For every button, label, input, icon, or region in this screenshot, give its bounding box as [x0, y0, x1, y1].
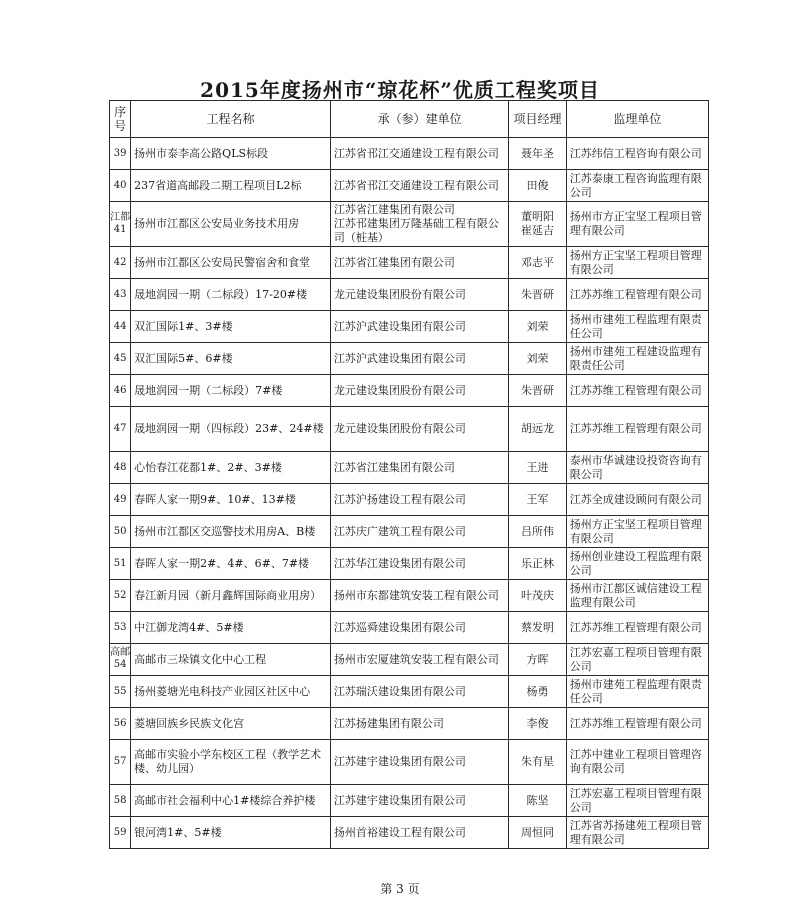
- supervisor-name: 江苏苏维工程管理有限公司: [566, 279, 708, 311]
- row-number: [110, 548, 131, 580]
- header-manager: 项目经理: [509, 101, 566, 138]
- contractor-name: 江苏巡舜建设集团有限公司: [333, 620, 466, 634]
- contractor-name: 江苏邗建集团万隆基础工程有限公司（桩基）: [333, 217, 499, 244]
- contractor-cell: [330, 484, 508, 516]
- manager-name: 邓志平: [521, 255, 555, 269]
- supervisor-name: 泰州市华诚建设投资咨询有限公司: [566, 452, 708, 484]
- manager-cell: [509, 580, 566, 612]
- manager-name: 乐正林: [521, 556, 555, 570]
- supervisor-name: 扬州方正宝坚工程项目管理有限公司: [566, 516, 708, 548]
- row-number-value: 48: [113, 461, 127, 473]
- project-name: 春江新月园（新月鑫辉国际商业用房）: [131, 580, 331, 612]
- row-number: [110, 612, 131, 644]
- contractor-cell: [330, 817, 508, 849]
- supervisor-name: 扬州市建苑工程建设监理有限责任公司: [566, 343, 708, 375]
- header-name: 工程名称: [131, 101, 331, 138]
- manager-cell: [509, 138, 566, 170]
- project-name: 晟地润园一期（二标段）7#楼: [131, 375, 331, 407]
- manager-cell: [509, 375, 566, 407]
- manager-name: 叶茂庆: [521, 588, 555, 602]
- project-name: 扬州市江都区公安局业务技术用房: [131, 202, 331, 247]
- table-header-row: [110, 101, 709, 138]
- manager-name: 蔡发明: [521, 620, 555, 634]
- supervisor-name: 扬州市建苑工程监理有限责任公司: [566, 311, 708, 343]
- contractor-name: 龙元建设集团股份有限公司: [333, 287, 466, 301]
- contractor-cell: [330, 740, 508, 785]
- row-number-value: 59: [113, 826, 127, 838]
- manager-cell: [509, 644, 566, 676]
- page-number: 第 3 页: [380, 882, 420, 896]
- project-name: 扬州菱塘光电科技产业园区社区中心: [131, 676, 331, 708]
- row-number-value: 47: [113, 423, 127, 434]
- row-number-value: 56: [113, 717, 127, 729]
- supervisor-name: 江苏宏嘉工程项目管理有限公司: [566, 785, 708, 817]
- row-number-value: 58: [113, 794, 127, 806]
- table-row: [110, 407, 709, 452]
- header-supervisor: 监理单位: [566, 101, 708, 138]
- row-number: [110, 785, 131, 817]
- row-number: [110, 516, 131, 548]
- contractor-name: 扬州市宏厦建筑安装工程有限公司: [333, 652, 499, 666]
- row-number-value: 45: [113, 352, 127, 364]
- contractor-cell: [330, 785, 508, 817]
- contractor-name: 江苏省江建集团有限公司: [333, 255, 455, 269]
- project-name: 中江御龙湾4#、5#楼: [131, 612, 331, 644]
- region-label: 江都: [110, 211, 131, 223]
- row-number-value: 52: [113, 589, 127, 601]
- row-number: [110, 279, 131, 311]
- project-name: 扬州市江都区交巡警技术用房A、B楼: [131, 516, 331, 548]
- row-number: [110, 817, 131, 849]
- table-row: [110, 785, 709, 817]
- contractor-cell: [330, 580, 508, 612]
- header-no: 序号: [110, 101, 131, 138]
- manager-name: 杨勇: [526, 684, 549, 698]
- row-number: [110, 343, 131, 375]
- manager-cell: [509, 612, 566, 644]
- contractor-cell: [330, 612, 508, 644]
- header-contractor: 承（参）建单位: [330, 101, 508, 138]
- manager-name: 董明阳: [521, 210, 555, 223]
- manager-name: 胡远龙: [521, 422, 555, 435]
- row-number: [110, 580, 131, 612]
- row-number-value: 44: [113, 320, 127, 332]
- contractor-name: 扬州市东都建筑安装工程有限公司: [333, 588, 499, 602]
- supervisor-name: 江苏宏嘉工程项目管理有限公司: [566, 644, 708, 676]
- contractor-cell: [330, 676, 508, 708]
- contractor-name: 江苏建宇建设集团有限公司: [333, 793, 466, 807]
- supervisor-name: 江苏泰康工程咨询监理有限公司: [566, 170, 708, 202]
- contractor-name: 江苏华江建设集团有限公司: [333, 556, 466, 570]
- contractor-name: 江苏庆广建筑工程有限公司: [333, 524, 466, 538]
- manager-name: 刘荣: [526, 319, 549, 333]
- contractor-cell: [330, 708, 508, 740]
- contractor-cell: [330, 202, 508, 247]
- project-name: 春晖人家一期2#、4#、6#、7#楼: [131, 548, 331, 580]
- contractor-name: 江苏沪武建设集团有限公司: [333, 319, 466, 333]
- project-name: 双汇国际5#、6#楼: [131, 343, 331, 375]
- contractor-cell: [330, 644, 508, 676]
- project-name: 扬州市江都区公安局民警宿舍和食堂: [131, 247, 331, 279]
- table-row: [110, 548, 709, 580]
- manager-name: 朱晋研: [521, 383, 555, 397]
- contractor-name: 江苏省邗江交通建设工程有限公司: [333, 146, 499, 160]
- row-number: [110, 170, 131, 202]
- supervisor-name: 江苏中建业工程项目管理咨询有限公司: [566, 740, 708, 785]
- table-row: [110, 484, 709, 516]
- manager-cell: [509, 708, 566, 740]
- table-body: [110, 138, 709, 849]
- manager-cell: [509, 484, 566, 516]
- contractor-name: 扬州首裕建设工程有限公司: [333, 825, 466, 839]
- row-number: [110, 407, 131, 452]
- table-row: [110, 580, 709, 612]
- contractor-name: 江苏沪扬建设工程有限公司: [333, 492, 466, 506]
- manager-cell: [509, 516, 566, 548]
- row-number-value: 55: [113, 685, 127, 697]
- contractor-name: 江苏省江建集团有限公司: [333, 460, 455, 474]
- supervisor-name: 扬州市建苑工程监理有限责任公司: [566, 676, 708, 708]
- contractor-cell: [330, 343, 508, 375]
- manager-name: 陈坚: [526, 793, 549, 807]
- manager-name: 刘荣: [526, 351, 549, 365]
- row-number-value: 43: [113, 288, 127, 300]
- manager-cell: [509, 548, 566, 580]
- row-number-value: 53: [113, 621, 127, 633]
- supervisor-name: 扬州市方正宝坚工程项目管理有限公司: [566, 202, 708, 247]
- contractor-cell: [330, 516, 508, 548]
- manager-cell: [509, 170, 566, 202]
- contractor-name: 江苏建宇建设集团有限公司: [333, 755, 466, 768]
- contractor-cell: [330, 452, 508, 484]
- table-row: [110, 343, 709, 375]
- row-number-value: 50: [113, 525, 127, 537]
- supervisor-name: 江苏苏维工程管理有限公司: [566, 375, 708, 407]
- supervisor-name: 江苏全成建设顾问有限公司: [566, 484, 708, 516]
- project-name: 晟地润园一期（二标段）17-20#楼: [131, 279, 331, 311]
- manager-cell: [509, 407, 566, 452]
- supervisor-name: 江苏苏维工程管理有限公司: [566, 612, 708, 644]
- row-number: [110, 644, 131, 676]
- row-number-value: 49: [113, 493, 127, 505]
- contractor-cell: [330, 375, 508, 407]
- project-name: 高邮市实验小学东校区工程（教学艺术楼、幼儿园）: [131, 740, 331, 785]
- manager-name: 田俊: [526, 178, 549, 192]
- contractor-name: 江苏扬建集团有限公司: [333, 716, 444, 730]
- manager-cell: [509, 343, 566, 375]
- table-row: [110, 452, 709, 484]
- table-row: [110, 817, 709, 849]
- project-name: 高邮市三垛镇文化中心工程: [131, 644, 331, 676]
- row-number: [110, 138, 131, 170]
- row-number-value: 39: [113, 147, 127, 159]
- row-number: [110, 708, 131, 740]
- contractor-cell: [330, 548, 508, 580]
- manager-name: 吕所伟: [521, 524, 555, 538]
- row-number: [110, 375, 131, 407]
- manager-cell: [509, 311, 566, 343]
- table-row: [110, 708, 709, 740]
- region-label: 高邮: [110, 647, 131, 658]
- project-name: 高邮市社会福利中心1#楼综合养护楼: [131, 785, 331, 817]
- table-row: [110, 311, 709, 343]
- manager-cell: [509, 785, 566, 817]
- table-row: [110, 202, 709, 247]
- table-row: [110, 676, 709, 708]
- contractor-name: 江苏沪武建设集团有限公司: [333, 351, 466, 365]
- row-number: [110, 202, 131, 247]
- contractor-cell: [330, 279, 508, 311]
- manager-name: 朱有星: [521, 755, 555, 768]
- manager-name: 崔延吉: [521, 224, 555, 237]
- manager-name: 王进: [526, 460, 549, 474]
- project-name: 心怡春江花都1#、2#、3#楼: [131, 452, 331, 484]
- contractor-cell: [330, 407, 508, 452]
- manager-cell: [509, 279, 566, 311]
- row-number: [110, 247, 131, 279]
- manager-name: 王军: [526, 492, 549, 506]
- project-name: 春晖人家一期9#、10#、13#楼: [131, 484, 331, 516]
- contractor-cell: [330, 138, 508, 170]
- supervisor-name: 江苏纬信工程咨询有限公司: [566, 138, 708, 170]
- supervisor-name: 扬州创业建设工程监理有限公司: [566, 548, 708, 580]
- table-row: [110, 516, 709, 548]
- contractor-cell: [330, 311, 508, 343]
- project-name: 237省道高邮段二期工程项目L2标: [131, 170, 331, 202]
- manager-cell: [509, 202, 566, 247]
- manager-cell: [509, 676, 566, 708]
- project-name: 双汇国际1#、3#楼: [131, 311, 331, 343]
- supervisor-name: 江苏省苏扬建苑工程项目管理有限公司: [566, 817, 708, 849]
- manager-name: 方晖: [526, 652, 549, 666]
- supervisor-name: 江苏苏维工程管理有限公司: [566, 708, 708, 740]
- row-number-value: 46: [113, 384, 127, 396]
- manager-name: 李俊: [526, 716, 549, 730]
- project-name: 银河湾1#、5#楼: [131, 817, 331, 849]
- row-number-value: 51: [113, 557, 127, 569]
- table-row: [110, 740, 709, 785]
- contractor-name: 龙元建设集团股份有限公司: [333, 422, 466, 435]
- project-name: 晟地润园一期（四标段）23#、24#楼: [131, 407, 331, 452]
- manager-name: 周恒同: [521, 825, 555, 839]
- row-number-value: 40: [113, 179, 127, 191]
- page-title: 2015年度扬州市“琼花杯”优质工程奖项目: [200, 78, 600, 102]
- row-number: [110, 484, 131, 516]
- table-row: [110, 279, 709, 311]
- manager-cell: [509, 452, 566, 484]
- supervisor-name: 江苏苏维工程管理有限公司: [566, 407, 708, 452]
- supervisor-name: 扬州市江都区诚信建设工程监理有限公司: [566, 580, 708, 612]
- row-number: [110, 676, 131, 708]
- supervisor-name: 扬州方正宝坚工程项目管理有限公司: [566, 247, 708, 279]
- manager-name: 聂年圣: [521, 146, 555, 160]
- table-row: [110, 375, 709, 407]
- contractor-cell: [330, 170, 508, 202]
- row-number-value: 41: [113, 223, 127, 235]
- table-row: [110, 644, 709, 676]
- row-number-value: 54: [113, 659, 127, 670]
- contractor-cell: [330, 247, 508, 279]
- project-name: 菱塘回族乡民族文化宫: [131, 708, 331, 740]
- contractor-name: 江苏瑞沃建设集团有限公司: [333, 684, 466, 698]
- contractor-name: 龙元建设集团股份有限公司: [333, 383, 466, 397]
- manager-cell: [509, 247, 566, 279]
- row-number: [110, 452, 131, 484]
- manager-cell: [509, 740, 566, 785]
- row-number: [110, 740, 131, 785]
- manager-cell: [509, 817, 566, 849]
- table-row: [110, 138, 709, 170]
- row-number: [110, 311, 131, 343]
- contractor-name: 江苏省江建集团有限公司: [333, 203, 455, 216]
- manager-name: 朱晋研: [521, 287, 555, 301]
- project-name: 扬州市泰李高公路QLS标段: [131, 138, 331, 170]
- row-number-value: 57: [113, 756, 127, 767]
- table-row: [110, 170, 709, 202]
- table-row: [110, 247, 709, 279]
- table-row: [110, 612, 709, 644]
- row-number-value: 42: [113, 256, 127, 268]
- contractor-name: 江苏省邗江交通建设工程有限公司: [333, 178, 499, 192]
- awards-table: [109, 100, 709, 849]
